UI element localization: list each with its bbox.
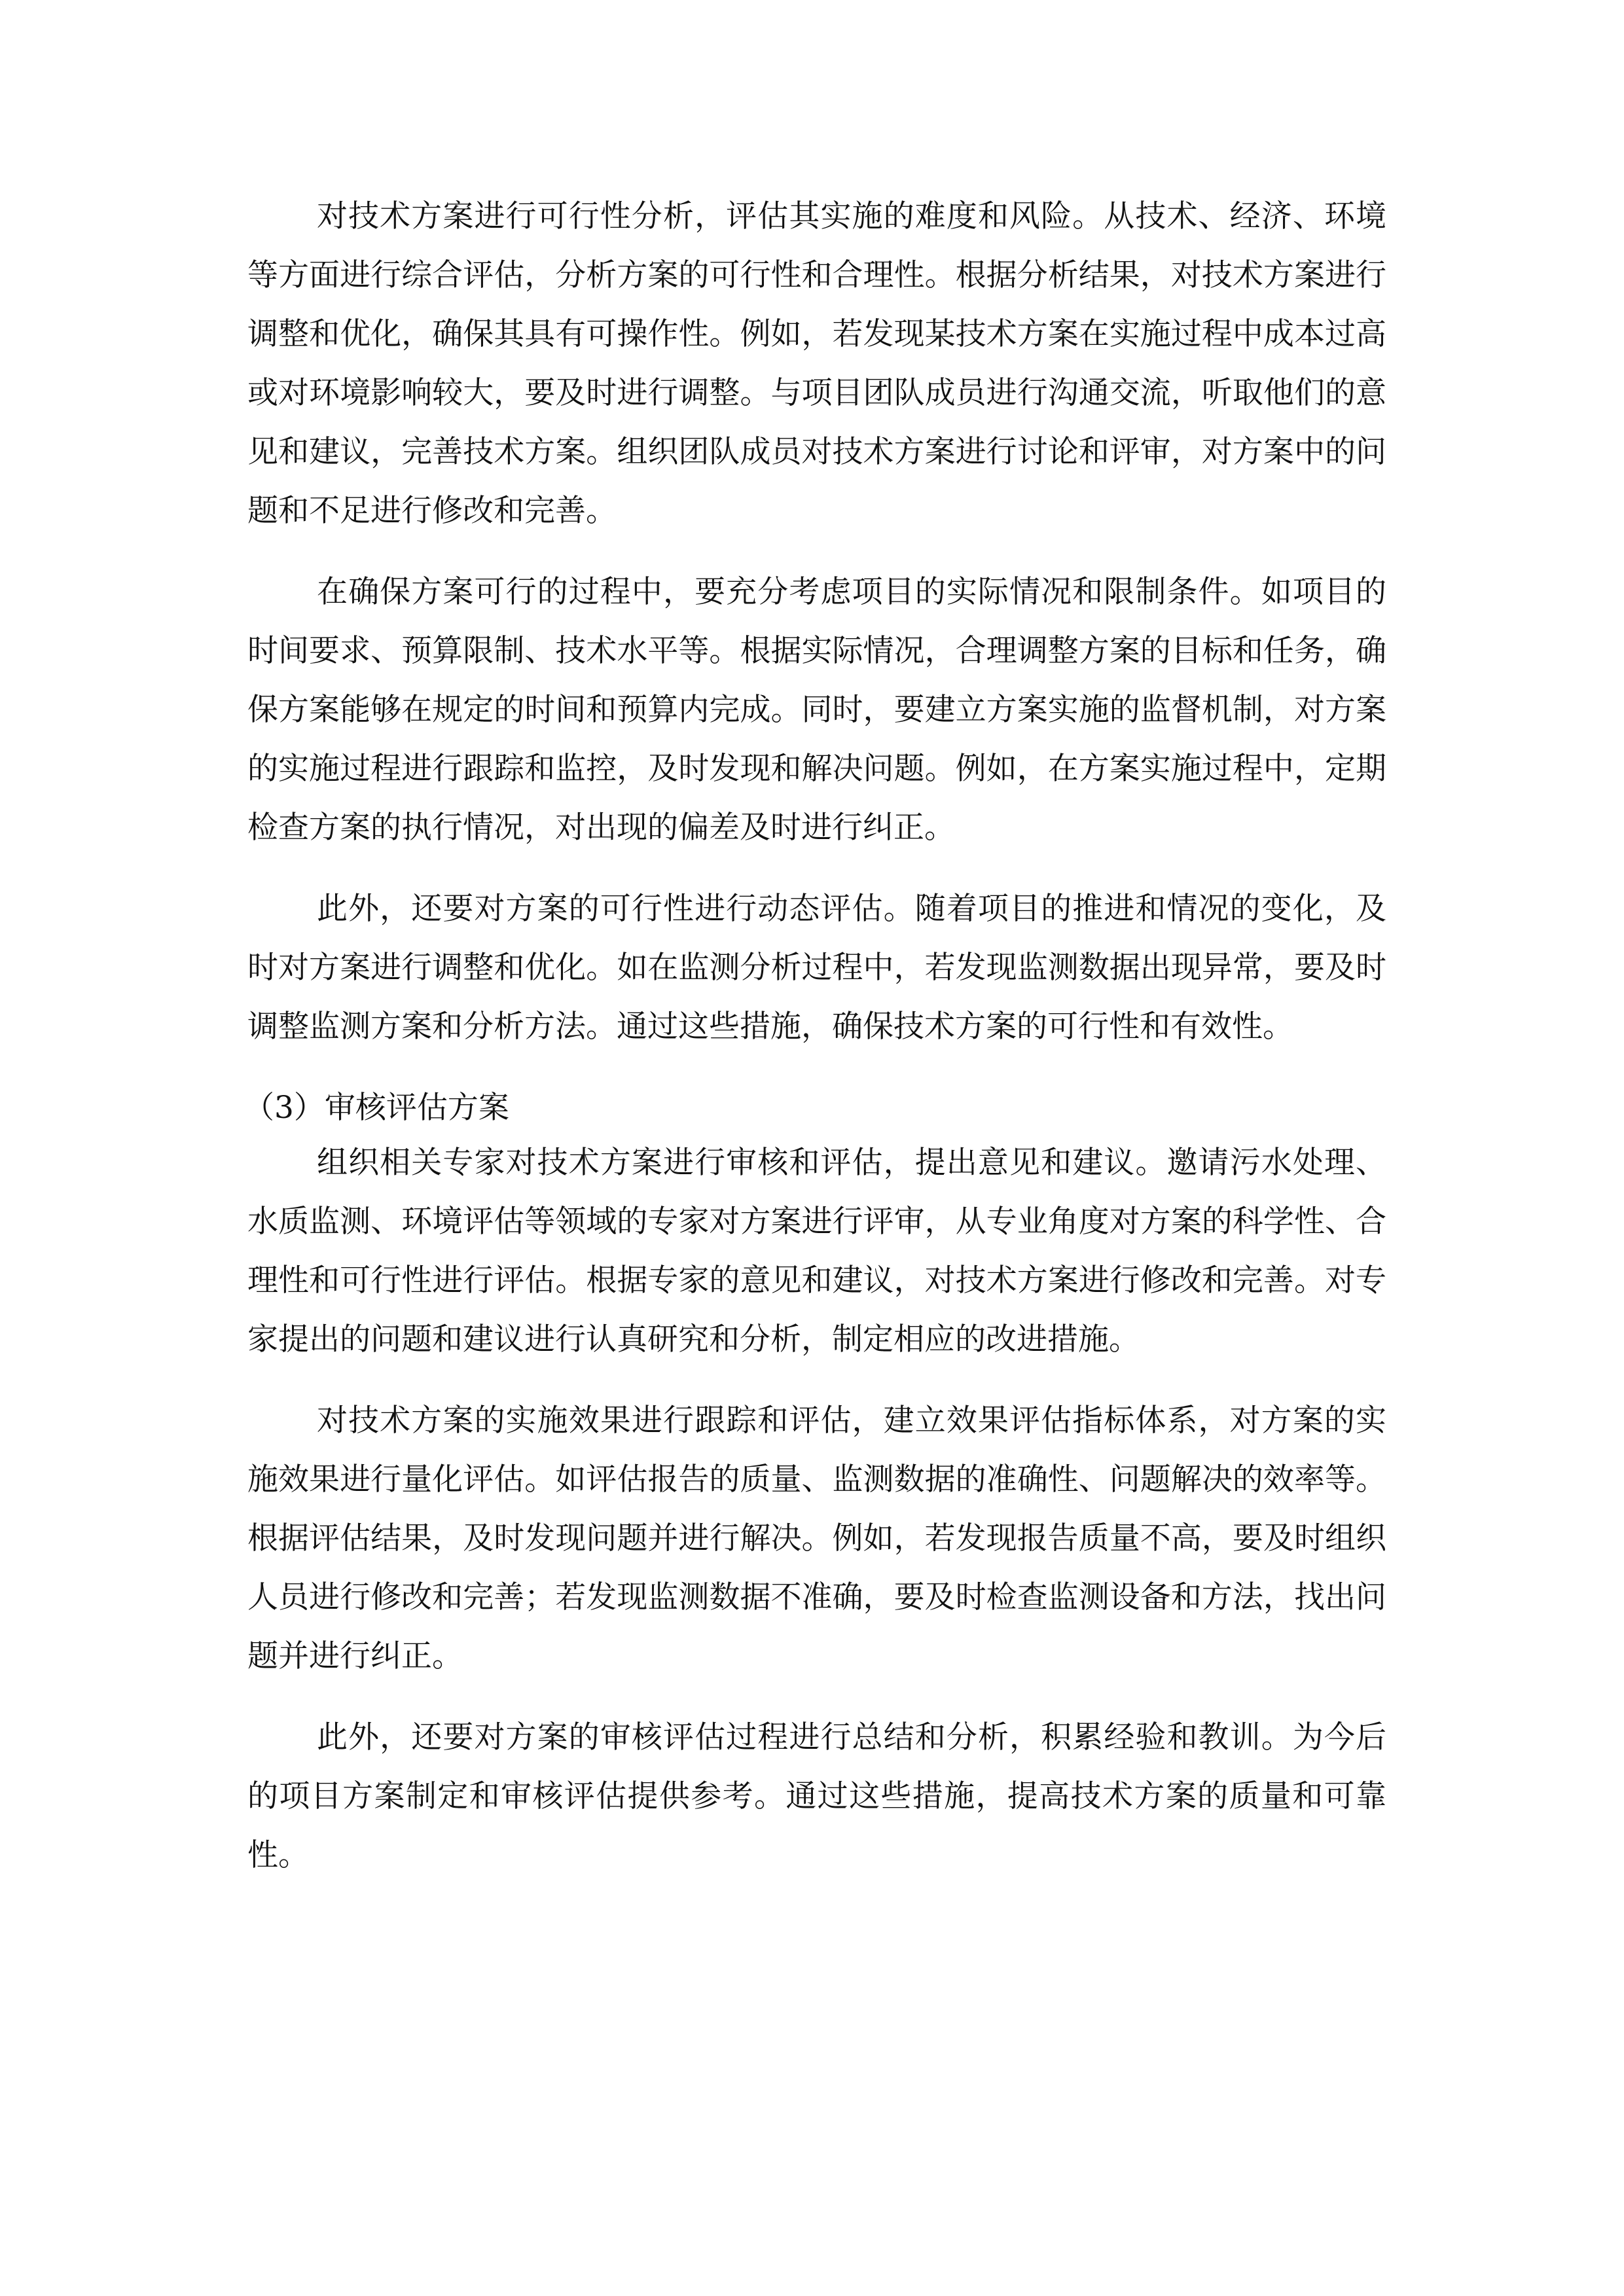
paragraph-ensure-feasible: 在确保方案可行的过程中，要充分考虑项目的实际情况和限制条件。如项目的时间要求、预算限制、技术水平等。根据实际情况，合理调整方案的目标和任务，确保方案能够在规定的时间和预算内完成。同时，要建立方案实施的监督机制，对方案的实施过程进行跟踪和监控，及时发现和解决问题。例如，在方案实施过程中，定期检查方案的执行情况，对出现的偏差及时进行纠正。 — [247, 574, 1386, 846]
paragraph-summary: 此外，还要对方案的审核评估过程进行总结和分析，积累经验和教训。为今后的项目方案制定和审核评估提供参考。通过这些措施，提高技术方案的质量和可靠性。 — [247, 1719, 1386, 1873]
section-heading: （3）审核评估方案 — [244, 1090, 509, 1126]
paragraph-feasibility-analysis: 对技术方案进行可行性分析，评估其实施的难度和风险。从技术、经济、环境等方面进行综合评估，分析方案的可行性和合理性。根据分析结果，对技术方案进行调整和优化，确保其具有可操作性。例如，若发现某技术方案在实施过程中成本过高或对环境影响较大，要及时进行调整。与项目团队成员进行沟通交流，听取他们的意见和建议，完善技术方案。组织团队成员对技术方案进行讨论和评审，对方案中的问题和不足进行修改和完善。 — [247, 198, 1386, 529]
paragraph-effect-tracking: 对技术方案的实施效果进行跟踪和评估，建立效果评估指标体系，对方案的实施效果进行量化评估。如评估报告的质量、监测数据的准确性、问题解决的效率等。根据评估结果，及时发现问题并进行解决。例如，若发现报告质量不高，要及时组织人员进行修改和完善；若发现监测数据不准确，要及时检查监测设备和方法，找出问题并进行纠正。 — [247, 1403, 1386, 1674]
paragraph-dynamic-evaluation: 此外，还要对方案的可行性进行动态评估。随着项目的推进和情况的变化，及时对方案进行调整和优化。如在监测分析过程中，若发现监测数据出现异常，要及时调整监测方案和分析方法。通过这些措施，确保技术方案的可行性和有效性。 — [247, 891, 1386, 1045]
document-body — [244, 187, 1386, 1907]
paragraph-expert-review: 组织相关专家对技术方案进行审核和评估，提出意见和建议。邀请污水处理、水质监测、环境评估等领域的专家对方案进行评审，从专业角度对方案的科学性、合理性和可行性进行评估。根据专家的意见和建议，对技术方案进行修改和完善。对专家提出的问题和建议进行认真研究和分析，制定相应的改进措施。 — [247, 1145, 1386, 1357]
